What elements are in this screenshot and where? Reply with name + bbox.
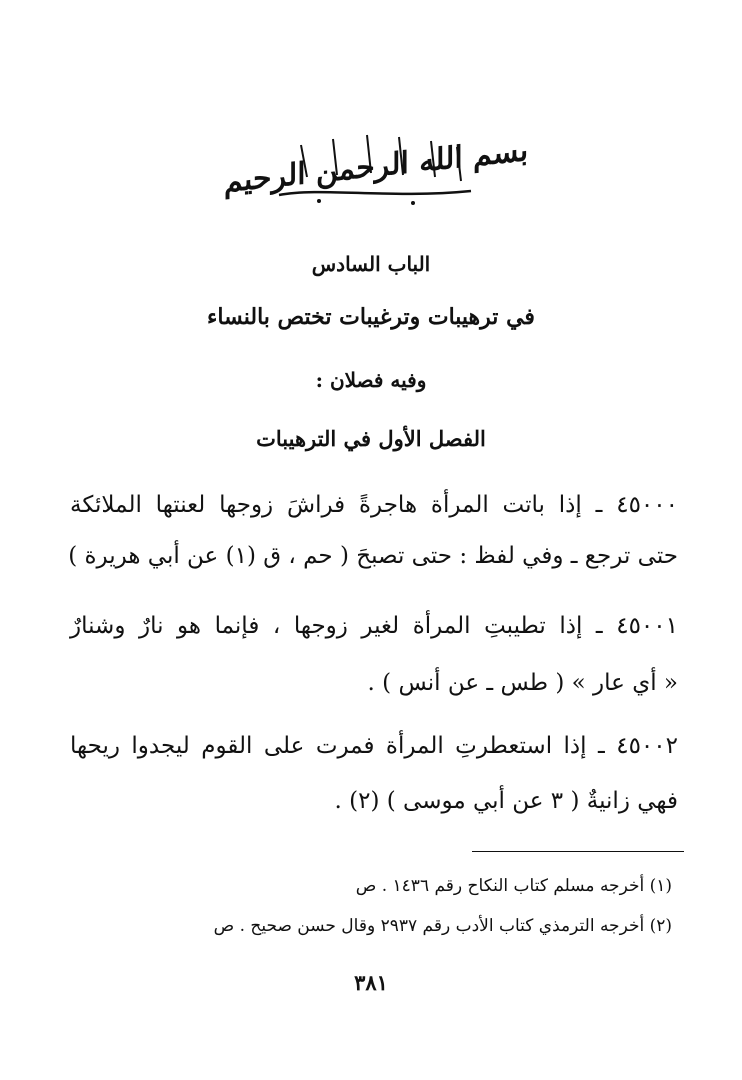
hadith-4500-line-1: ٤٥٠٠٠ ـ إذا باتت المرأة هاجرةً فراشَ زوجها لعنتها الملائكة [70, 492, 678, 518]
hadith-4502-line-2: فهي زانيةٌ ( ٣ عن أبي موسى ) (٢) . [334, 788, 678, 814]
page-number: ٣٨١ [354, 970, 388, 995]
hadith-4501-line-1: ٤٥٠٠١ ـ إذا تطيبتِ المرأة لغير زوجها ، فإنما هو نارٌ وشنارٌ [70, 613, 678, 639]
sections-note: وفيه فصلان : [315, 368, 427, 392]
chapter-subject: في ترهيبات وترغيبات تختص بالنساء [207, 304, 535, 330]
footnote-2: (٢) أخرجه الترمذي كتاب الأدب رقم ٢٩٣٧ وقال حسن صحيح . ص [213, 916, 672, 936]
chapter-title: الباب السادس [311, 252, 431, 276]
basmala-text: بسم الله الرحمن الرحيم [223, 132, 529, 200]
section-heading: الفصل الأول في الترهيبات [256, 426, 486, 451]
footnote-divider [472, 851, 684, 852]
hadith-4502-line-1: ٤٥٠٠٢ ـ إذا استعطرتِ المرأة فمرت على القوم ليجدوا ريحها [70, 733, 678, 759]
hadith-4501-line-2: « أي عار » ( طس ـ عن أنس ) . [367, 670, 678, 696]
footnote-1: (١) أخرجه مسلم كتاب النكاح رقم ١٤٣٦ . ص [355, 876, 672, 896]
hadith-4500-line-2: حتى ترجع ـ وفي لفظ : حتى تصبحَ ( حم ، ق (١) عن أبي هريرة ) [68, 543, 678, 569]
basmala-calligraphy [223, 125, 529, 207]
